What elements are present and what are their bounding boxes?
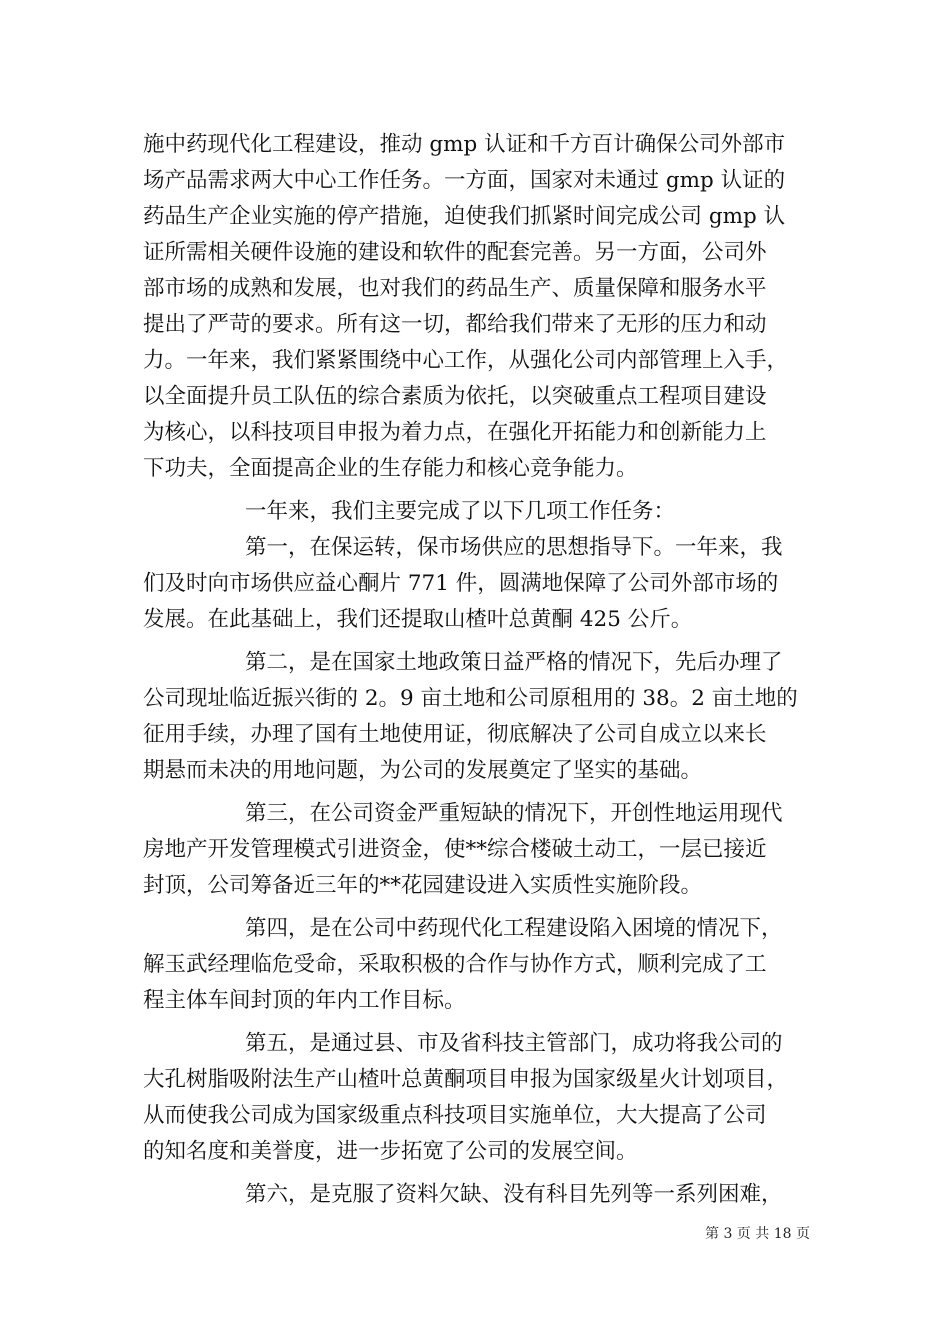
text-line: 第二，是在国家土地政策日益严格的情况下，先后办理了 bbox=[245, 650, 783, 675]
text-line: 第五，是通过县、市及省科技主管部门，成功将我公司的 bbox=[245, 1031, 783, 1056]
text-line: 一年来，我们主要完成了以下几项工作任务： bbox=[245, 499, 676, 524]
text-line: 的知名度和美誉度，进一步拓宽了公司的发展空间。 bbox=[143, 1139, 638, 1164]
text-line: 解玉武经理临危受命，采取积极的合作与协作方式，顺利完成了工 bbox=[143, 952, 767, 977]
text-line: 第三，在公司资金严重短缺的情况下，开创性地运用现代 bbox=[245, 801, 783, 826]
text-line: 提出了严苛的要求。所有这一切，都给我们带来了无形的压力和动 bbox=[143, 312, 767, 337]
text-line: 施中药现代化工程建设，推动 gmp 认证和千方百计确保公司外部市 bbox=[143, 132, 786, 157]
text-line: 第四，是在公司中药现代化工程建设陷入困境的情况下， bbox=[245, 916, 783, 941]
text-line: 从而使我公司成为国家级重点科技项目实施单位，大大提高了公司 bbox=[143, 1103, 767, 1128]
text-line: 征用手续，办理了国有土地使用证，彻底解决了公司自成立以来长 bbox=[143, 722, 767, 747]
text-line: 大孔树脂吸附法生产山楂叶总黄酮项目申报为国家级星火计划项目， bbox=[143, 1067, 789, 1092]
page-number: 第 3 页 共 18 页 bbox=[705, 1226, 810, 1242]
text-line: 公司现址临近振兴街的 2。9 亩土地和公司原租用的 38。2 亩土地的 bbox=[143, 686, 798, 711]
text-line: 为核心，以科技项目申报为着力点，在强化开拓能力和创新能力上 bbox=[143, 420, 767, 445]
text-line: 第一，在保运转，保市场供应的思想指导下。一年来，我 bbox=[245, 535, 783, 560]
text-line: 证所需相关硬件设施的建设和软件的配套完善。另一方面，公司外 bbox=[143, 240, 767, 265]
text-line: 部市场的成熟和发展，也对我们的药品生产、质量保障和服务水平 bbox=[143, 276, 767, 301]
text-line: 们及时向市场供应益心酮片 771 件，圆满地保障了公司外部市场的 bbox=[143, 571, 779, 596]
text-line: 发展。在此基础上，我们还提取山楂叶总黄酮 425 公斤。 bbox=[143, 607, 693, 632]
text-line: 第六，是克服了资料欠缺、没有科目先列等一系列困难， bbox=[245, 1182, 783, 1207]
text-line: 下功夫，全面提高企业的生存能力和核心竞争能力。 bbox=[143, 456, 638, 481]
text-line: 房地产开发管理模式引进资金，使**综合楼破土动工，一层已接近 bbox=[143, 837, 767, 862]
text-line: 药品生产企业实施的停产措施，迫使我们抓紧时间完成公司 gmp 认 bbox=[143, 204, 786, 229]
text-line: 程主体车间封顶的年内工作目标。 bbox=[143, 988, 466, 1013]
text-line: 以全面提升员工队伍的综合素质为依托，以突破重点工程项目建设 bbox=[143, 384, 767, 409]
text-line: 期悬而未决的用地问题，为公司的发展奠定了坚实的基础。 bbox=[143, 758, 703, 783]
text-line: 力。一年来，我们紧紧围绕中心工作，从强化公司内部管理上入手， bbox=[143, 348, 789, 373]
text-line: 场产品需求两大中心工作任务。一方面，国家对未通过 gmp 认证的 bbox=[143, 168, 786, 193]
text-line: 封顶，公司筹备近三年的**花园建设进入实质性实施阶段。 bbox=[143, 873, 703, 898]
